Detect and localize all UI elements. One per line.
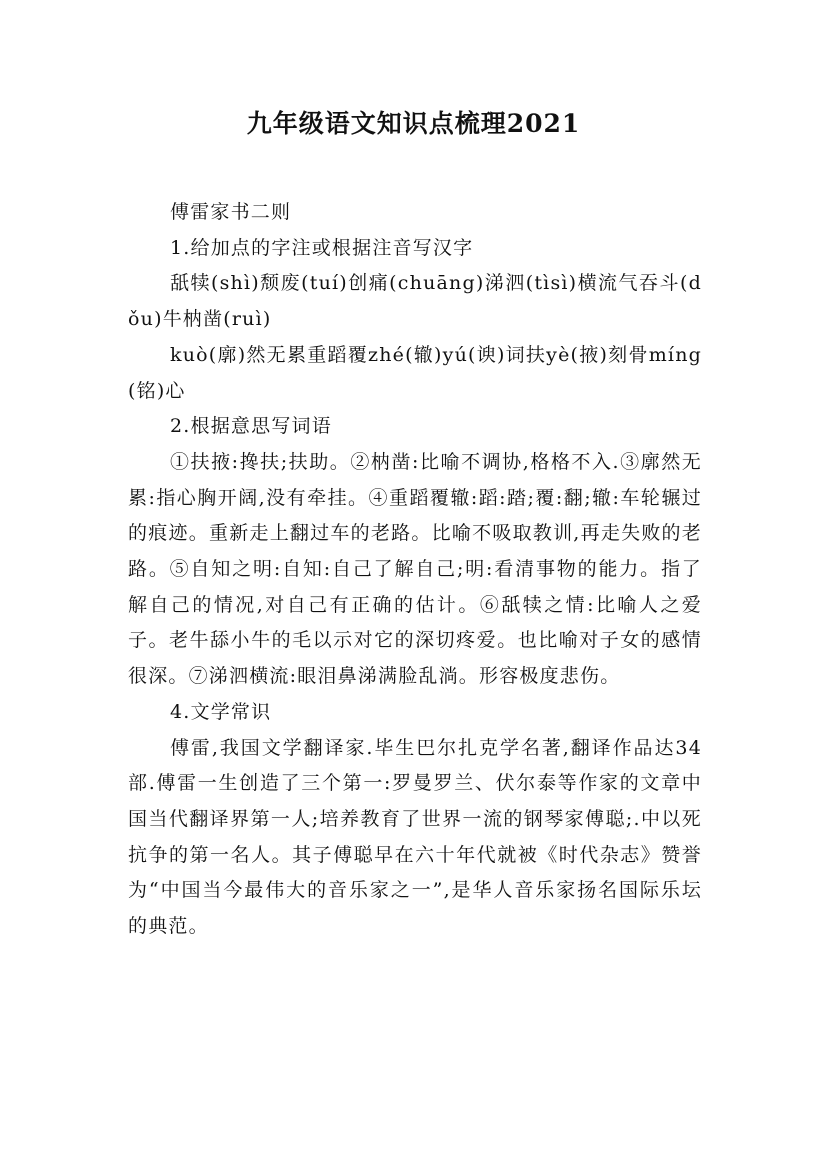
pinyin-paragraph: kuò(廓)然无累重蹈覆zhé(辙)yú(谀)词扶yè(掖)刻骨míng(铭)心 [128, 343, 702, 402]
literature-paragraph: 傅雷,我国文学翻译家.毕生巴尔扎克学名著,翻译作品达34部.傅雷一生创造了三个第一:罗曼罗兰、伏尔泰等作家的文章中国当代翻译界第一人;培养教育了世界一流的钢琴家傅聪;.中以死抗争的第一名人。其子傅聪早在六十年代就被《时代杂志》赞誉为“中国当今最伟大的音乐家之一”,是华人音乐家扬名国际乐坛的典范。 [128, 736, 702, 938]
definition-paragraph: ①扶掖:搀扶;扶助。②枘凿:比喻不调协,格格不入.③廓然无累:指心胸开阔,没有牵挂。④重蹈覆辙:蹈:踏;覆:翻;辙:车轮辗过的痕迹。重新走上翻过车的老路。比喻不吸取教训,再走失败的老路。⑤自知之明:自知:自己了解自己;明:看清事物的能力。指了解自己的情况,对自己有正确的估计。⑥舐犊之情:比喻人之爱子。老牛舔小牛的毛以示对它的深切疼爱。也比喻对子女的感情很深。⑦涕泗横流:眼泪鼻涕满脸乱淌。形容极度悲伤。 [128, 450, 702, 688]
document-title: 九年级语文知识点梳理2021 [246, 109, 581, 138]
section-heading: 傅雷家书二则 [170, 201, 292, 223]
document-body [128, 195, 702, 945]
section-heading: 4.文学常识 [170, 700, 272, 723]
exercise-heading: 2.根据意思写词语 [170, 415, 332, 438]
pinyin-paragraph: 舐犊(shì)颓废(tuí)创痛(chuāng)涕泗(tìsì)横流气吞斗(dǒu)牛枘凿(ruì) [128, 272, 702, 331]
exercise-heading: 1.给加点的字注或根据注音写汉字 [170, 236, 474, 259]
